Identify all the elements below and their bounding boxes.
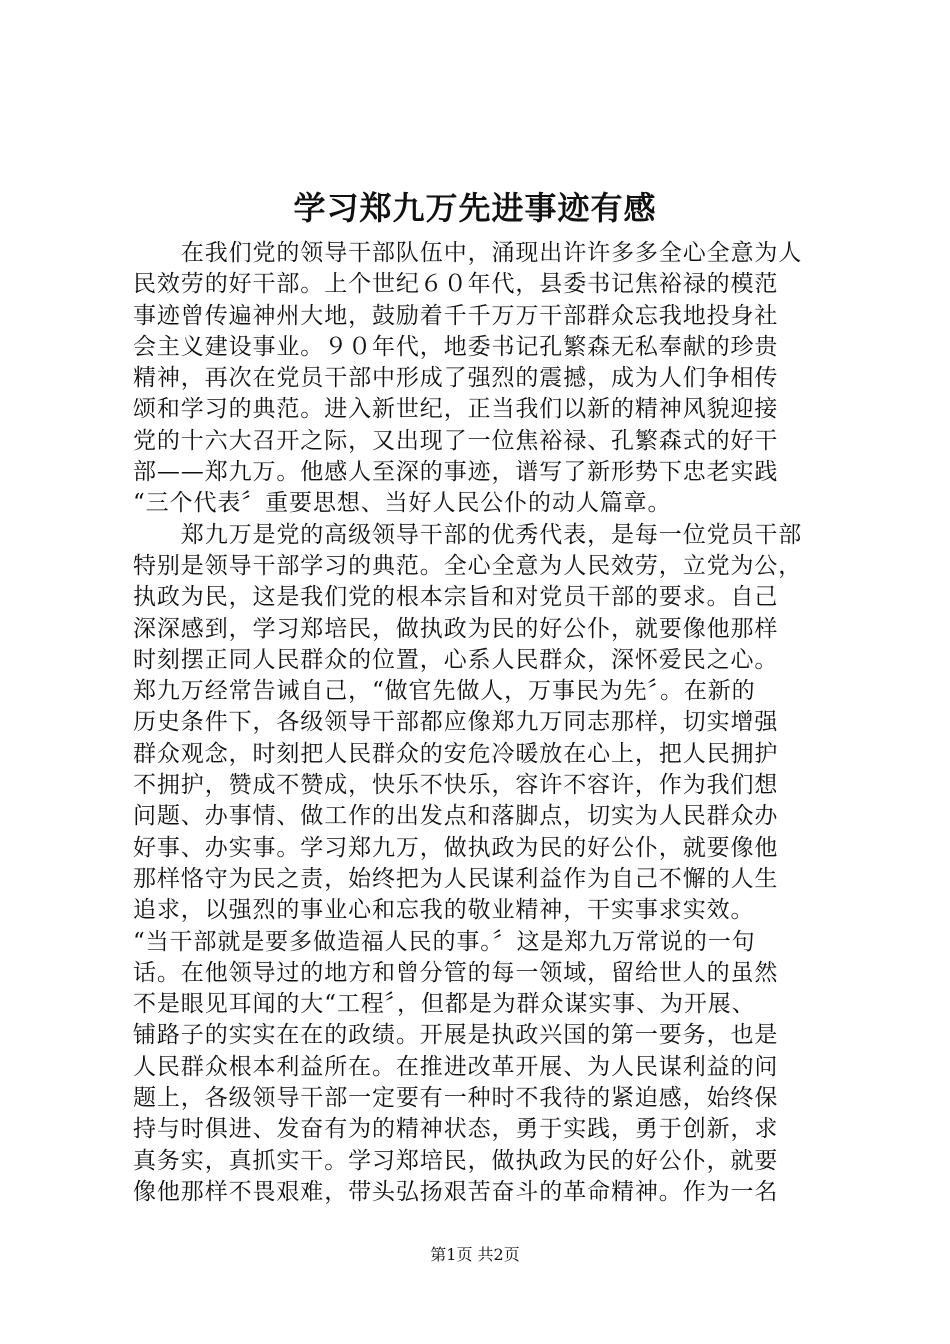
page-footer: 第1页 共2页 (430, 1245, 520, 1264)
body-line: 不是眼见耳闻的大“工程〞，但都是为群众谋实事、为开展、 (133, 991, 756, 1018)
body-line: 群众观念，时刻把人民群众的安危冷暖放在心上，把人民拥护 (133, 740, 779, 767)
body-line: 铺路子的实实在在的政绩。开展是执政兴国的第一要务，也是 (133, 1022, 779, 1049)
body-line: 民效劳的好干部。上个世纪６０年代，县委书记焦裕禄的模范 (133, 271, 779, 298)
body-line: 追求，以强烈的事业心和忘我的敬业精神，干实事求实效。 (133, 897, 755, 924)
body-line: 时刻摆正同人民群众的位置，心系人民群众，深怀爱民之心。 (133, 646, 779, 673)
body-line: 在我们党的领导干部队伍中，涌现出许许多多全心全意为人 (133, 240, 803, 266)
body-line: 真务实，真抓实干。学习郑培民，做执政为民的好公仆，就要 (133, 1147, 779, 1174)
body-line: 话。在他领导过的地方和曾分管的每一领域，留给世人的虽然 (133, 959, 779, 986)
body-line: 党的十六大召开之际，又出现了一位焦裕禄、孔繁森式的好干 (133, 427, 779, 454)
body-line: 颂和学习的典范。进入新世纪，正当我们以新的精神风貌迎接 (133, 396, 779, 423)
body-line: 会主义建设事业。９０年代，地委书记孔繁森无私奉献的珍贵 (133, 333, 779, 360)
body-line: 那样恪守为民之责，始终把为人民谋利益作为自己不懈的人生 (133, 865, 779, 892)
body-line: 深深感到，学习郑培民，做执政为民的好公仆，就要像他那样 (133, 615, 779, 642)
body-line: “三个代表〞重要思想、当好人民公仆的动人篇章。 (133, 490, 672, 517)
document-body (133, 238, 833, 1208)
body-line: 像他那样不畏艰难，带头弘扬艰苦奋斗的革命精神。作为一名 (133, 1178, 779, 1205)
body-line: 郑九万经常告诫自己，“做官先做人，万事民为先〞。在新的 (133, 678, 756, 705)
document-title: 学习郑九万先进事迹有感 (293, 189, 657, 227)
body-line: 执政为民，这是我们党的根本宗旨和对党员干部的要求。自己 (133, 584, 779, 611)
body-line: 郑九万是党的高级领导干部的优秀代表，是每一位党员干部 (133, 521, 803, 548)
body-line: 问题、办事情、做工作的出发点和落脚点，切实为人民群众办 (133, 803, 779, 830)
body-line: 不拥护，赞成不赞成，快乐不快乐，容许不容许，作为我们想 (133, 772, 779, 799)
body-line: “当干部就是要多做造福人民的事。〞这是郑九万常说的一句 (133, 928, 756, 955)
body-line: 事迹曾传遍神州大地，鼓励着千千万万干部群众忘我地投身社 (133, 302, 779, 329)
body-line: 人民群众根本利益所在。在推进改革开展、为人民谋利益的问 (133, 1053, 779, 1080)
body-line: 历史条件下，各级领导干部都应像郑九万同志那样，切实增强 (133, 709, 779, 736)
body-line: 好事、办实事。学习郑九万，做执政为民的好公仆，就要像他 (133, 834, 779, 861)
body-line: 持与时俱进、发奋有为的精神状态，勇于实践，勇于创新，求 (133, 1116, 779, 1143)
body-line: 特别是领导干部学习的典范。全心全意为人民效劳，立党为公， (133, 552, 803, 579)
body-line: 部——郑九万。他感人至深的事迹，谱写了新形势下忠老实践 (133, 459, 779, 486)
body-line: 精神，再次在党员干部中形成了强烈的震撼，成为人们争相传 (133, 365, 779, 392)
body-line: 题上，各级领导干部一定要有一种时不我待的紧迫感，始终保 (133, 1085, 779, 1112)
